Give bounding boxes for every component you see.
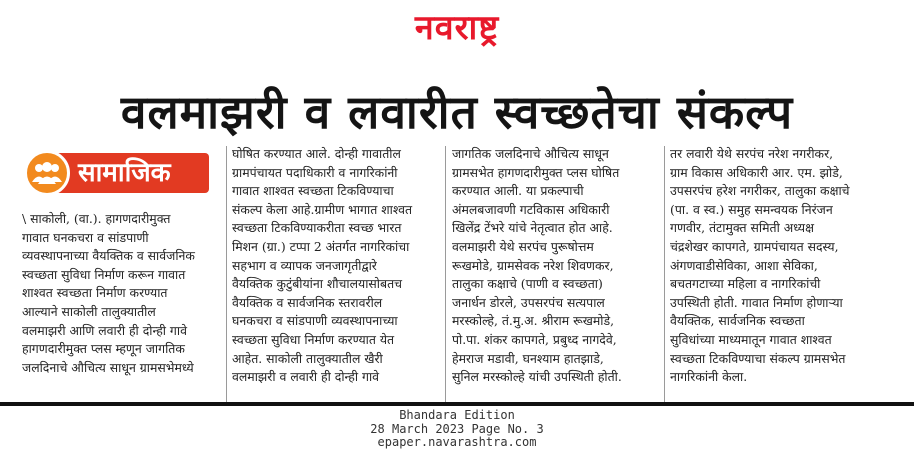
- article-line: आल्याने साकोली तालुक्यातील: [22, 303, 156, 319]
- article-line: अंमलबजावणी गटविकास अधिकारी: [452, 201, 610, 217]
- article-line: (पा. व स्व.) समुह समन्वयक निरंजन: [670, 201, 833, 217]
- article-line: शाश्वत स्वच्छता निर्माण करण्यात: [22, 285, 168, 301]
- article-line: सुनिल मरस्कोल्हे यांची उपस्थिती होती.: [452, 369, 622, 385]
- article-line: स्वच्छता टिकविण्याकरीता स्वच्छ भारत: [232, 220, 402, 236]
- article-column-2: [232, 145, 439, 387]
- masthead: [0, 6, 914, 50]
- article-line: उपस्थिती होती. गावात निर्माण होणाऱ्या: [670, 294, 843, 310]
- article-line: वलमाझरी आणि लवारी ही दोन्ही गावे: [22, 322, 187, 338]
- article-line: ग्रामपंचायत पदाधिकारी व नागरिकांनी: [232, 164, 398, 180]
- epaper-link[interactable]: epaper.navarashtra.com: [377, 435, 537, 449]
- article-line: जनार्धन डोरले, उपसरपंच सत्यपाल: [452, 294, 605, 310]
- article-line: व्यवस्थापनाच्या वैयक्तिक व सार्वजनिक: [22, 248, 195, 264]
- article-line: घनकचरा व सांडपाणी व्यवस्थापनाच्या: [232, 313, 398, 329]
- article-line: मरस्कोल्हे, तं.मु.अ. श्रीराम रूखमोडे,: [452, 313, 615, 329]
- article-line: जलदिनाचे औचित्य साधून ग्रामसभेमध्ये: [22, 359, 194, 375]
- article-line: वैयक्तिक, सार्वजनिक स्वच्छता: [670, 313, 805, 329]
- edition-date-page: 28 March 2023 Page No. 3: [370, 421, 544, 436]
- article-line: स्वच्छता टिकविण्याचा संकल्प ग्रामसभेत: [670, 350, 846, 366]
- article-line: जागतिक जलदिनाचे औचित्य साधून: [452, 146, 609, 161]
- article-column-3: [452, 145, 659, 387]
- article-line: वैयक्तिक कुटुंबीयांना शौचालयासोबतच: [232, 276, 403, 292]
- article-column-4: [670, 145, 882, 387]
- article-line: चंद्रशेखर कापगते, ग्रामपंचायत सदस्य,: [670, 238, 839, 254]
- article-line: \ साकोली, (वा.). हागणदारीमुक्त: [22, 211, 171, 226]
- edition-name: Bhandara Edition: [399, 408, 515, 422]
- article-line: रूखमोडे, ग्रामसेवक नरेश शिवणकर,: [452, 257, 614, 273]
- column-divider: [445, 146, 446, 402]
- article-line: गावात शाश्वत स्वच्छता टिकविण्याचा: [232, 183, 394, 199]
- article-line: स्वच्छता सुविधा निर्माण करण्यात येत: [232, 331, 395, 347]
- article-line: ग्रामसभेत हागणदारीमुक्त प्लस घोषित: [452, 164, 620, 180]
- section-label: सामाजिक: [78, 158, 171, 188]
- article-line: संकल्प केला आहे.ग्रामीण भागात शाश्वत: [232, 201, 413, 217]
- article-line: गणवीर, तंटामुक्त समिती अध्यक्ष: [670, 220, 814, 236]
- article-line: वलमाझरी व लवारी ही दोन्ही गावे: [232, 369, 380, 385]
- column-divider: [226, 146, 227, 402]
- article-line: ग्राम विकास अधिकारी आर. एम. झोडे,: [670, 164, 843, 180]
- article-line: अंगणवाडीसेविका, आशा सेविका,: [670, 257, 818, 273]
- article-column-1: [22, 210, 222, 377]
- newspaper-logo: नवराष्ट्र: [414, 8, 500, 48]
- article-line: खिलेंद्र टेंभरे यांचे नेतृत्वात होत आहे.: [452, 220, 613, 236]
- article-line: मिशन (ग्रा.) टप्पा 2 अंतर्गत नागरिकांचा: [232, 238, 410, 254]
- article-line: तर लवारी येथे सरपंच नरेश नगरीकर,: [670, 146, 834, 161]
- article-line: वैयक्तिक व सार्वजनिक स्तरावरील: [232, 294, 383, 310]
- article-line: हेमराज मडावी, घनश्याम हातझाडे,: [452, 350, 604, 366]
- article-line: उपसरपंच हरेश नगरीकर, तालुका कक्षाचे: [670, 183, 850, 199]
- people-group-icon: [24, 150, 70, 196]
- article-line: स्वच्छता सुविधा निर्माण करून गावात: [22, 266, 186, 282]
- article-line: सुविधांच्या माध्यमातून गावात शाश्वत: [670, 331, 832, 347]
- article-line: घोषित करण्यात आले. दोन्ही गावातील: [232, 146, 401, 161]
- article-line: हागणदारीमुक्त प्लस म्हणून जागतिक: [22, 341, 185, 357]
- edition-footer: [0, 409, 914, 450]
- article-line: करण्यात आली. या प्रकल्पाची: [452, 183, 584, 199]
- column-divider: [664, 146, 665, 402]
- article-line: तालुका कक्षाचे (पाणी व स्वच्छता): [452, 276, 603, 292]
- article-line: पो.पा. शंकर कापगते, प्रबुध्द नागदेवे,: [452, 331, 617, 347]
- section-badge: [28, 153, 209, 193]
- page-bottom-rule: [0, 402, 914, 406]
- article-line: गावात घनकचरा व सांडपाणी: [22, 229, 149, 245]
- article-headline: वलमाझरी व लवारीत स्वच्छतेचा संकल्प: [120, 85, 794, 139]
- article-line: नागरिकांनी केला.: [670, 369, 748, 385]
- article-line: सहभाग व व्यापक जनजागृतीद्वारे: [232, 257, 377, 273]
- article-line: वलमाझरी येथे सरपंच पुरूषोत्तम: [452, 238, 594, 254]
- article-line: बचतगटाच्या महिला व नागरिकांची: [670, 276, 821, 292]
- article-line: आहेत. साकोली तालुक्यातील खैरी: [232, 350, 383, 366]
